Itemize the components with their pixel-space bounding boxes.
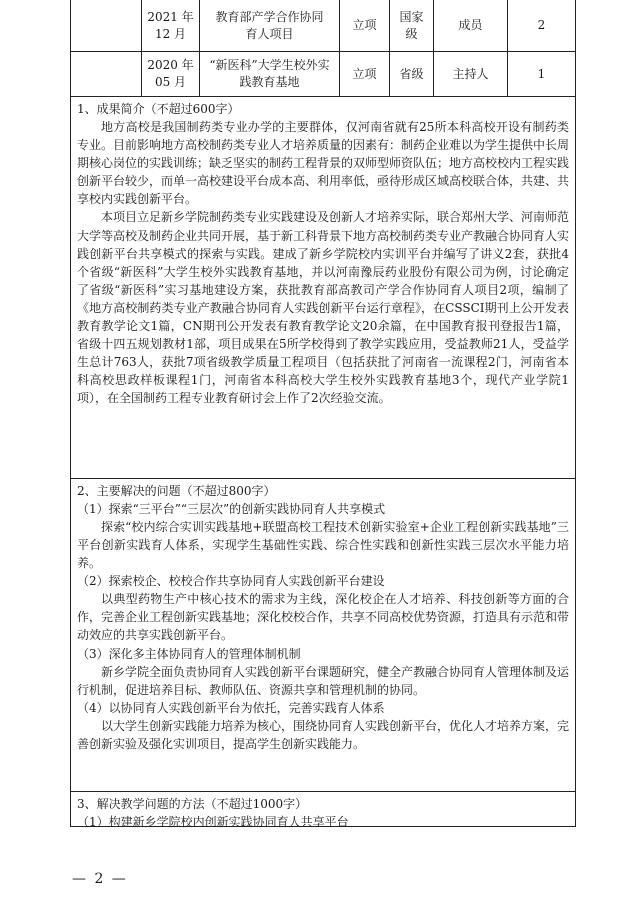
section-achievement-summary xyxy=(71,97,575,479)
table-cell-project: 教育部产学合作协同 育人项目 xyxy=(199,0,339,51)
section-title: 1、成果简介（不超过600字） xyxy=(77,102,240,116)
table-row xyxy=(71,0,575,52)
paragraph: 以典型药物生产中核心技术的需求为主线，深化校企在人才培养、科技创新等方面的合作，完善企业工程创新实践基地；深化校校合作，共享不同高校优势资源，打造具有示范和带动效应的共享实践创新平台。 xyxy=(77,592,570,643)
paragraph: 探索“校内综合实训实践基地+联盟高校工程技术创新实验室+企业工程创新实践基地”三平台创新实践育人体系，实现学生基础性实践、综合性实践和创新性实践三层次水平能力培养。 xyxy=(77,520,569,571)
paragraph: 新乡学院全面负责协同育人实践创新平台课题研究，健全产教融合协同育人管理体制及运行机制，促进培养目标、教师队伍、资源共享和管理机制的协同。 xyxy=(77,664,570,697)
table-cell-level: 省级 xyxy=(389,52,433,96)
table-cell-rank: 1 xyxy=(507,52,575,96)
section-teaching-methods xyxy=(71,792,575,829)
paragraph: 以大学生创新实践能力培养为核心，围绕协同育人实践创新平台，优化人才培养方案，完善创新实验及强化实训项目，提高学生创新实践能力。 xyxy=(77,718,570,751)
table-cell-role: 成员 xyxy=(433,0,507,51)
item-heading: （4）以协同育人实践创新平台为依托，完善实践育人体系 xyxy=(77,700,385,715)
document-table xyxy=(70,0,576,827)
table-cell-blank xyxy=(71,0,141,51)
table-cell-blank xyxy=(71,52,141,96)
section-title: 3、解决教学问题的方法（不超过1000字） xyxy=(77,797,308,811)
table-cell-date: 2021 年 12 月 xyxy=(141,0,199,51)
table-cell-project: “新医科”大学生校外实 践教育基地 xyxy=(199,52,339,96)
table-cell-role: 主持人 xyxy=(433,52,507,96)
item-heading: （2）探索校企、校校合作共享协同育人实践创新平台建设 xyxy=(77,574,385,589)
table-cell-status: 立项 xyxy=(339,0,389,51)
section-problems-solved xyxy=(71,479,575,792)
section-title: 2、主要解决的问题（不超过800字） xyxy=(77,484,276,498)
paragraph: 本项目立足新乡学院制药类专业实践建设及创新人才培养实际，联合郑州大学、河南师范大学等高校及制药企业共同开展，基于新工科背景下地方高校制药类专业产教融合协同育人实践创新平台共享模式的探索与实践。建成了新乡学院校内实训平台并编写了讲义2套，获批4个省级“新医科”大学生校外实践教育基地，并以河南豫辰药业股份有限公司为例，讨论确定了省级“新医科”实习基地建设方案，获批教育部高教司产学合作协同育人项目2项，编制了《地方高校制药类专业产教融合协同育人实践创新平台运行章程》，在CSSCI期刊上公开发表教育教学论文1篇，CN期刊公开发表有教育教学论文20余篇，在中国教育报刊登报告1篇，省级十四五规划教材1部，项目成果在5所学校得到了教学实践应用，受益教师21人，受益学生总计763人，获批7项省级教学质量工程项目（包括获批了河南省一流课程2门，河南省本科高校思政样板课程1门，河南省本科高校大学生校外实践教育基地3个，现代产业学院1项），在全国制药工程专业教育研讨会上作了2次经验交流。 xyxy=(77,210,570,406)
page-number: — 2 — xyxy=(72,871,128,887)
table-cell-rank: 2 xyxy=(507,0,575,51)
item-heading: （1）探索“三平台”“三层次”的创新实践协同育人共享模式 xyxy=(77,502,386,516)
table-cell-status: 立项 xyxy=(339,52,389,96)
item-heading: （3）深化多主体协同育人的管理体制机制 xyxy=(77,646,301,661)
paragraph: 地方高校是我国制药类专业办学的主要群体，仅河南省就有25所本科高校开设有制药类专业。目前影响地方高校制药类专业人才培养质量的因素有：制药企业难以为学生提供中长周期核心岗位的实践训练；缺乏坚实的制药工程背景的双师型师资队伍；地方高校校内工程实践创新平台较少，而单一高校建设平台成本高、利用率低，亟待形成区域高校联合体，共建、共享校内实践创新平台。 xyxy=(77,120,570,207)
item-heading: （1）构建新乡学院校内创新实践协同育人共享平台 xyxy=(77,815,349,829)
table-cell-level: 国家 级 xyxy=(389,0,433,51)
table-cell-date: 2020 年 05 月 xyxy=(141,52,199,96)
table-row xyxy=(71,52,575,97)
